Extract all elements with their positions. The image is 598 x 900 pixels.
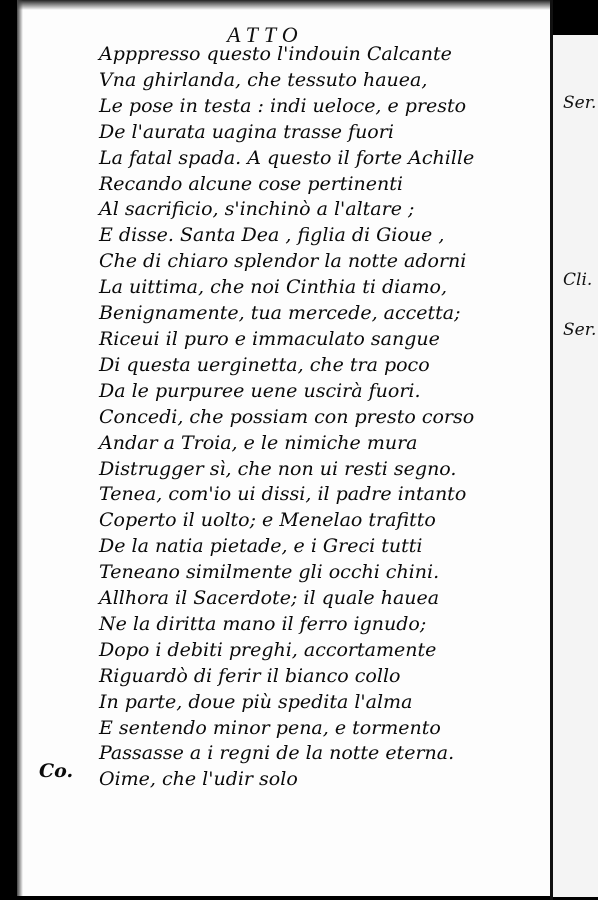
page-edge-shadow	[17, 0, 550, 10]
verse-line: Concedi, che possiam con presto corso	[99, 405, 475, 428]
verse-line: E disse. Santa Dea , figlia di Gioue ,	[99, 224, 445, 247]
running-header: ATTO	[227, 22, 304, 47]
verse-line: Riceui il puro e immaculato sangue	[99, 327, 440, 350]
verse-line: Oime, che l'udir solo	[99, 768, 298, 791]
verse-line: La uittima, che noi Cinthia ti diamo,	[99, 276, 448, 299]
verse-line: Che di chiaro splendor la notte adorni	[99, 250, 467, 273]
verse-text	[99, 42, 474, 793]
verse-line: Passasse a i regni de la notte eterna.	[99, 742, 455, 765]
facing-page	[553, 35, 598, 897]
verse-line: Allhora il Sacerdote; il quale hauea	[99, 587, 440, 610]
verse-line: In parte, doue più spedita l'alma	[99, 690, 413, 713]
verse-line: Tenea, com'io ui dissi, il padre intanto	[99, 483, 467, 506]
verse-line: Teneano similmente gli occhi chini.	[99, 561, 440, 584]
verse-line: Vna ghirlanda, che tessuto hauea,	[99, 68, 428, 91]
verse-line: Le pose in testa : indi ueloce, e presto	[99, 94, 467, 117]
verse-line: Ne la diritta mano il ferro ignudo;	[99, 612, 427, 635]
verse-line: Al sacrificio, s'inchinò a l'altare ;	[99, 198, 415, 221]
verse-line: Andar a Troia, e le nimiche mura	[99, 431, 418, 454]
verse-line: Distrugger sì, che non ui resti segno.	[99, 457, 457, 480]
verse-line: Coperto il uolto; e Menelao trafitto	[99, 509, 436, 532]
speaker-label-ser: Ser.	[563, 320, 597, 340]
page-binding-shadow	[17, 0, 23, 896]
verse-line: Riguardò di ferir il bianco collo	[99, 664, 401, 687]
verse-line: Recando alcune cose pertinenti	[99, 172, 403, 195]
verse-line: Di questa uerginetta, che tra poco	[99, 353, 430, 376]
speaker-label-ser: Ser.	[563, 93, 597, 113]
verse-line: Dopo i debiti preghi, accortamente	[99, 638, 437, 661]
speaker-label-cli: Cli.	[563, 270, 593, 290]
verse-line: Benignamente, tua mercede, accetta;	[99, 302, 461, 325]
verse-line: De l'aurata uagina trasse fuori	[99, 120, 394, 143]
speaker-label-co: Co.	[39, 760, 74, 782]
verse-line: De la natia pietade, e i Greci tutti	[99, 535, 423, 558]
verse-line: Apppresso questo l'indouin Calcante	[99, 43, 452, 65]
verse-line: E sentendo minor pena, e tormento	[99, 716, 441, 739]
book-page	[17, 0, 550, 896]
verse-line: Da le purpuree uene uscirà fuori.	[99, 379, 421, 402]
verse-line: La fatal spada. A questo il forte Achille	[99, 146, 475, 169]
